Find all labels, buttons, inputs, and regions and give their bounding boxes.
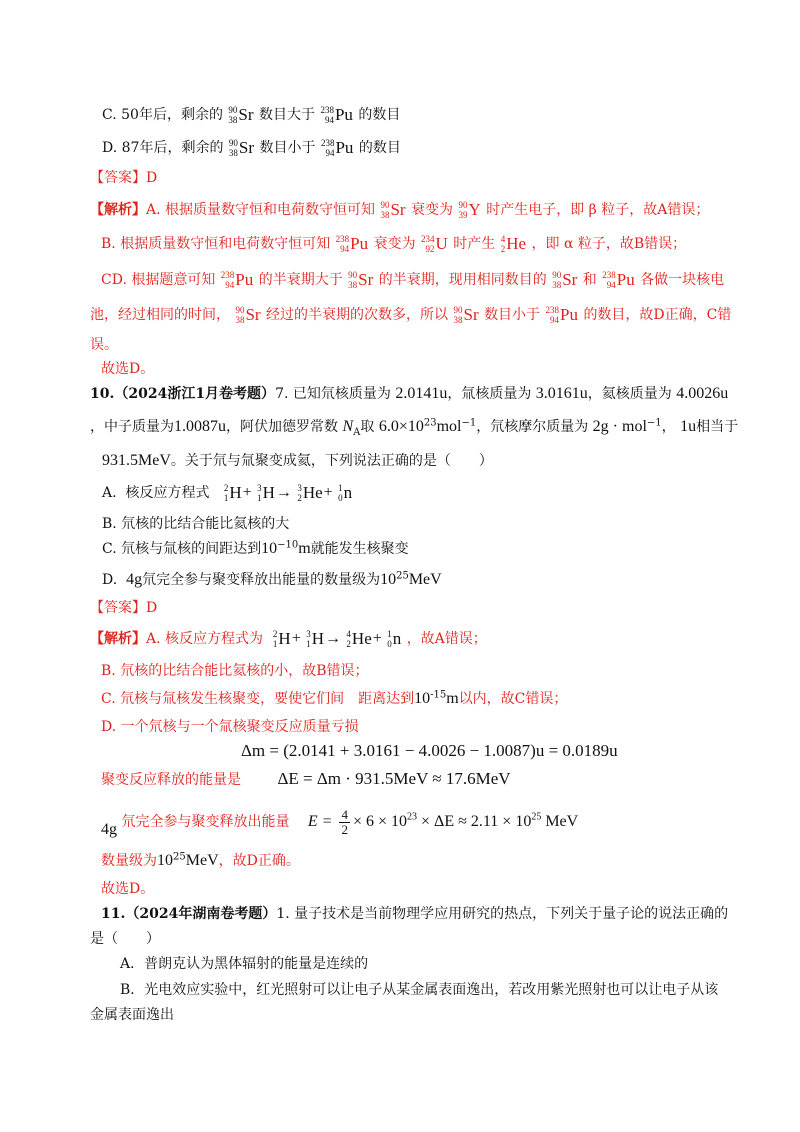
q11-option-b: B．光电效应实验中，红光照射可以让电子从某金属表面逸出，若改用紫光照射也可以让电子从该	[120, 982, 719, 998]
selection-10: 故选D。	[101, 881, 155, 897]
nuclide-sr90: 90 38 Sr	[228, 105, 254, 125]
answer-10: 【答案】D	[90, 600, 158, 616]
question-10-line2: ，中子质量为1.0087u，阿伏加德罗常数 $N_A$取 $6.0\times 10^{23}mol^{-1}$，氘核摩尔质量为 2g · mol$^{-1}$， 1u相当于	[90, 417, 739, 438]
question-11: 11.（2024年湖南卷考题）1. 量子技术是当前物理学应用研究的热点，下列关于量子论的说法正确的	[101, 906, 729, 922]
nuclide-sr90: 90 38 Sr	[228, 138, 255, 158]
q10-option-c: C. 氘核与氚核的间距达到$10^{-10}m$就能发生核聚变	[102, 539, 409, 557]
explanation-9-cd: CD. 根据题意可知 238 94 Pu 的半衰期大于 90 38 Sr 的半衰期，现用相同数目的 90 38 Sr 和 238 94 Pu 各做一块核电	[101, 270, 725, 290]
reaction-equation-correct: 2 1 H+ 3 1 H→ 4 2 He+ 1 0 n	[272, 629, 402, 649]
explanation-9-cd-cont: 池，经过相同的时间， 90 38 Sr 经过的半衰期的次数多，所以 90 38 Sr 数目小于 238 94 Pu 的数目，故D正确，C错	[90, 305, 732, 325]
mass-defect-equation: Δm = (2.0141 + 3.0161 − 4.0026 − 1.0087)u = 0.0189u	[241, 741, 618, 760]
nuclide-pu238: 238 94 Pu	[320, 138, 354, 158]
explanation-10-d: D. 一个氘核与一个氚核聚变反应质量亏损	[101, 719, 359, 735]
q10-option-d: D. 4g氘完全参与聚变释放出能量的数量级为$10^{25}MeV$	[102, 570, 442, 588]
q10-option-b: B. 氘核的比结合能比氦核的大	[102, 516, 290, 532]
fraction: $\frac{4}{2}$	[341, 807, 348, 837]
explanation-9-b: B. 根据质量数守恒和电荷数守恒可知 238 94 Pu 衰变为 234 92 U 时产生 4 2 He ，即 α 粒子，故B错误；	[101, 234, 687, 254]
option-d: D. 87年后，剩余的 90 38 Sr 数目小于 238 94 Pu 的数目	[102, 138, 401, 158]
reaction-equation: 2 1 H+ 3 1 H→ 3 2 He+ 1 0 n	[223, 483, 353, 503]
answer-9: 【答案】D	[90, 170, 158, 186]
question-10-line3: 931.5MeV。关于氘与氚聚变成氦，下列说法正确的是（ ）	[102, 452, 493, 469]
question-11-cont: 是（ ）	[90, 931, 160, 947]
explanation-10-g: 数量级为$10^{25}MeV$，故D正确。	[101, 851, 300, 869]
nuclide-pu238: 238 94 Pu	[320, 105, 353, 125]
q10-option-a: A. 核反应方程式 2 1 H+ 3 1 H→ 3 2 He+ 1 0 n	[102, 483, 353, 503]
explanation-10-c: C. 氘核与氚核发生核聚变，要使它们间 距离达到$10^{-15}m$以内，故C错误；	[101, 689, 568, 707]
explanation-9-a: 【解析】A. 根据质量数守恒和电荷数守恒可知 90 38 Sr 衰变为 90 39 Y 时产生电子，即 β 粒子，故A错误；	[90, 200, 710, 220]
option-c: C. 50年后，剩余的 90 38 Sr 数目大于 238 94 Pu 的数目	[102, 105, 401, 125]
selection-9: 故选D。	[101, 361, 155, 377]
explanation-9-end: 误。	[90, 337, 118, 353]
total-energy-line: 4g 氘完全参与聚变释放出能量 E = $\frac{4}{2}$ × $6 \times 10^{23} \times \Delta E \approx 2.11 \times 10^{25}$ MeV	[101, 807, 579, 839]
explanation-10-a: 【解析】A. 核反应方程式为 2 1 H+ 3 1 H→ 4 2 He+ 1 0 n ，故A错误；	[90, 629, 487, 649]
q11-option-a: A．普朗克认为黑体辐射的能量是连续的	[120, 956, 369, 972]
energy-released-line: 聚变反应释放的能量是 ΔE = Δm · 931.5MeV ≈ 17.6MeV	[101, 769, 511, 788]
explanation-10-b: B. 氘核的比结合能比氦核的小，故B错误；	[101, 663, 369, 679]
q11-option-b-cont: 金属表面逸出	[90, 1007, 174, 1023]
question-10: 10.（2024浙江1月卷考题）7. 已知氘核质量为 2.0141u，氚核质量为 3.0161u，氦核质量为 4.0026u	[90, 385, 729, 402]
